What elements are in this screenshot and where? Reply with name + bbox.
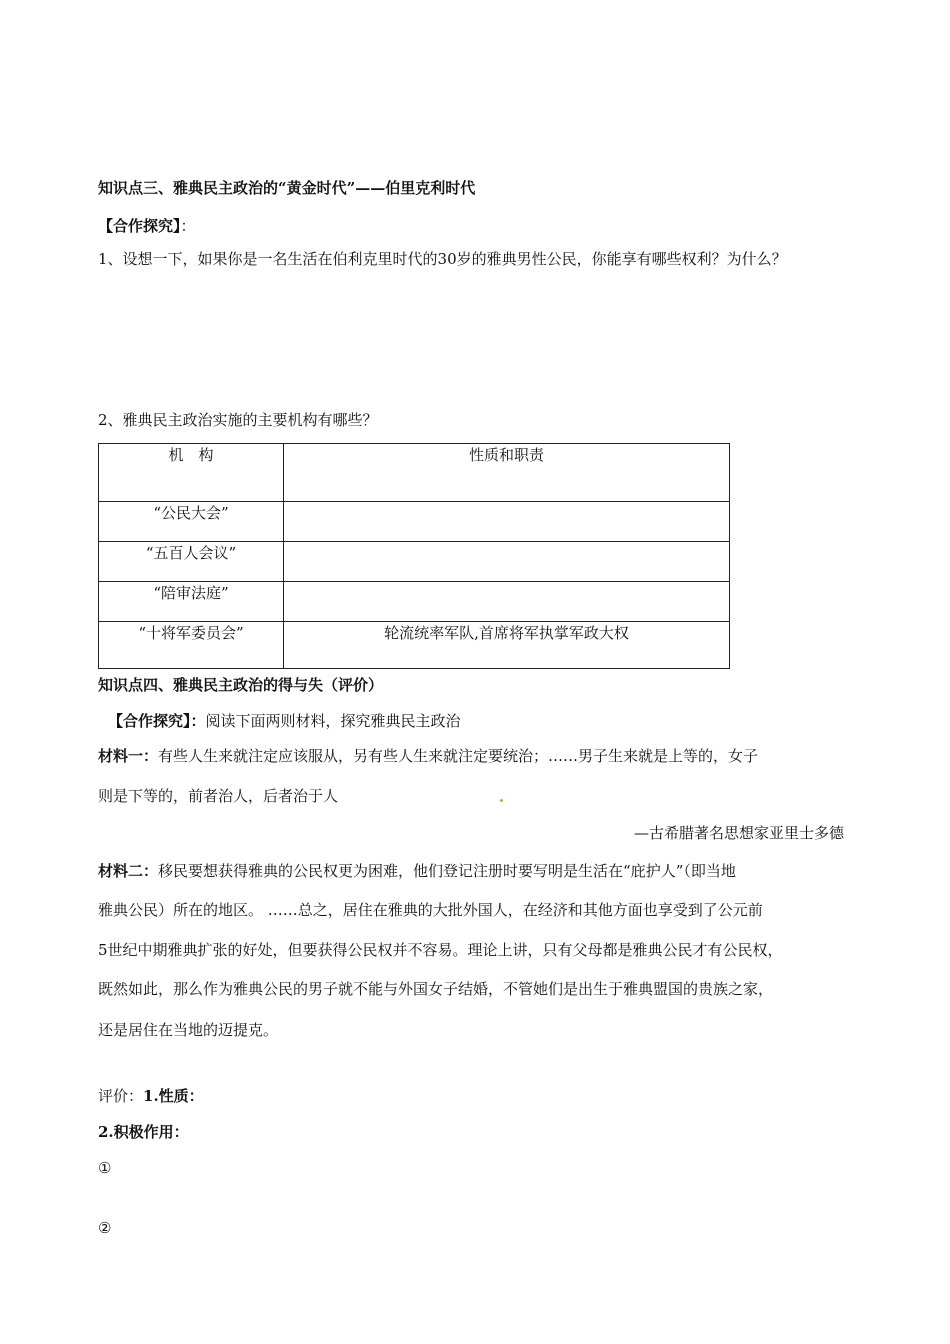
org-cell: “五百人会议” (99, 542, 284, 582)
material-1-source: —古希腊著名思想家亚里士多德 (633, 824, 844, 842)
material-1-line-2: 则是下等的，前者治人，后者治于人 (98, 787, 339, 805)
coop-label: 【合作探究】 (98, 217, 181, 235)
material-2-line-3: 5世纪中期雅典扩张的好处，但要获得公民权并不容易。理论上讲，只有父母都是雅典公民才有公民权， (98, 941, 783, 959)
table-header-row (99, 444, 730, 502)
coop-suffix: ： (180, 217, 196, 235)
table-row (99, 502, 730, 542)
institutions-table (98, 443, 730, 669)
material-2-line-5: 还是居住在当地的迈提克。 (98, 1021, 279, 1039)
duty-cell: 轮流统率军队,首席将军执掌军政大权 (284, 622, 730, 669)
evaluation-positive: 2.积极作用： (98, 1123, 189, 1141)
circled-number-2: ② (98, 1219, 112, 1237)
coop-text: 阅读下面两则材料，探究雅典民主政治 (205, 712, 461, 730)
header-org: 机 构 (99, 444, 284, 502)
section3-title: 知识点三、雅典民主政治的“黄金时代”——伯里克利时代 (98, 179, 476, 197)
table-row (99, 622, 730, 669)
material-2-text: 移民要想获得雅典的公民权更为困难，他们登记注册时要写明是生活在“庇护人”（即当地 (158, 862, 736, 880)
table-row (99, 582, 730, 622)
material-1-line-1 (98, 746, 758, 766)
decorative-dot (500, 799, 503, 802)
circled-number-1: ① (98, 1159, 112, 1177)
duty-cell (284, 542, 730, 582)
material-1-label: 材料一： (98, 747, 159, 765)
org-cell: “十将军委员会” (99, 622, 284, 669)
material-1-text: 有些人生来就注定应该服从，另有些人生来就注定要统治；……男子生来就是上等的，女子 (158, 747, 759, 765)
question-1: 1、设想一下，如果你是一名生活在伯利克里时代的30岁的雅典男性公民，你能享有哪些权利？为什么？ (98, 250, 787, 268)
org-cell: “公民大会” (99, 502, 284, 542)
header-duty: 性质和职责 (284, 444, 730, 502)
section4-title: 知识点四、雅典民主政治的得与失（评价） (98, 676, 384, 694)
org-cell: “陪审法庭” (99, 582, 284, 622)
evaluation-line (98, 1086, 204, 1106)
section4-coop-line (108, 711, 461, 731)
table-row (99, 542, 730, 582)
material-2-line-1 (98, 861, 736, 881)
evaluation-nature: 1.性质： (143, 1087, 204, 1105)
material-2-label: 材料二： (98, 862, 159, 880)
question-2: 2、雅典民主政治实施的主要机构有哪些？ (98, 411, 378, 429)
coop-label: 【合作探究】： (108, 712, 206, 730)
section3-coop-heading (98, 216, 196, 236)
duty-cell (284, 502, 730, 542)
material-2-line-4: 既然如此，那么作为雅典公民的男子就不能与外国女子结婚，不管她们是出生于雅典盟国的贵族之家， (98, 980, 774, 998)
evaluation-label: 评价： (98, 1087, 144, 1105)
material-2-line-2: 雅典公民）所在的地区。 ……总之，居住在雅典的大批外国人，在经济和其他方面也享受到了公元前 (98, 901, 763, 919)
duty-cell (284, 582, 730, 622)
